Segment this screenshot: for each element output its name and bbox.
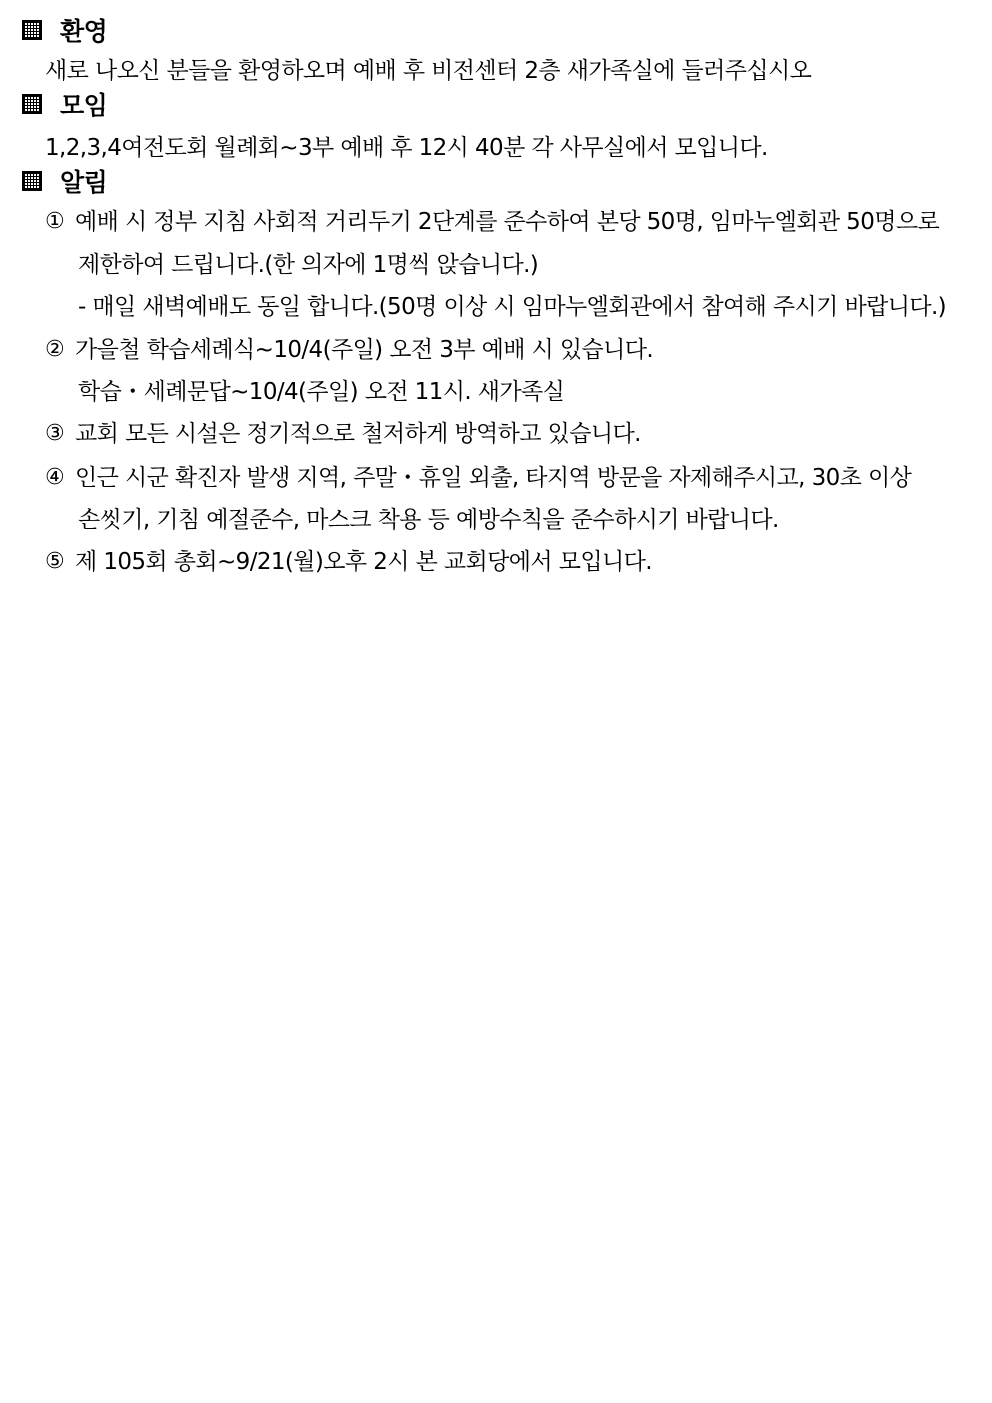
notice-item-5-line-1 (45, 546, 652, 578)
section-heading-meeting (22, 88, 107, 120)
item-number: ② (45, 337, 65, 362)
item-number: ① (45, 209, 65, 234)
section-title: 환영 (60, 17, 108, 46)
notice-item-1-line-3: - 매일 새벽예배도 동일 합니다.(50명 이상 시 임마누엘회관에서 참여해 주시기 바랍니다.) (78, 294, 947, 320)
item-text: 인근 시군 확진자 발생 지역, 주말・휴일 외출, 타지역 방문을 자제해주시고, 30초 이상 (75, 465, 912, 491)
section-heading-notice (22, 165, 107, 197)
notice-item-1-line-2: 제한하여 드립니다.(한 의자에 1명씩 앉습니다.) (78, 252, 539, 278)
item-text: 제 105회 총회~9/21(월)오후 2시 본 교회당에서 모입니다. (75, 549, 652, 575)
item-number: ④ (45, 465, 65, 490)
checkered-square-icon (22, 94, 42, 114)
item-number: ③ (45, 421, 65, 446)
item-text: 가을철 학습세례식~10/4(주일) 오전 3부 예배 시 있습니다. (75, 337, 654, 363)
item-text: 예배 시 정부 지침 사회적 거리두기 2단계를 준수하여 본당 50명, 임마누엘회관 50명으로 (75, 209, 940, 235)
notice-item-3-line-1 (45, 418, 641, 450)
section-title: 모임 (60, 91, 108, 120)
notice-item-1-line-1 (45, 206, 939, 238)
checkered-square-icon (22, 20, 42, 40)
notice-item-2-line-2: 학습・세례문답~10/4(주일) 오전 11시. 새가족실 (78, 379, 565, 405)
meeting-text: 1,2,3,4여전도회 월례회~3부 예배 후 12시 40분 각 사무실에서 모입니다. (45, 135, 768, 161)
notice-item-4-line-2: 손씻기, 기침 예절준수, 마스크 착용 등 예방수칙을 준수하시기 바랍니다. (78, 507, 779, 533)
checkered-square-icon (22, 171, 42, 191)
section-title: 알림 (60, 168, 108, 197)
item-text: 교회 모든 시설은 정기적으로 철저하게 방역하고 있습니다. (75, 421, 641, 447)
item-number: ⑤ (45, 549, 65, 574)
notice-item-2-line-1 (45, 334, 653, 366)
notice-item-4-line-1 (45, 462, 911, 494)
welcome-text: 새로 나오신 분들을 환영하오며 예배 후 비전센터 2층 새가족실에 들러주십시오 (45, 58, 812, 84)
section-heading-welcome (22, 14, 107, 46)
